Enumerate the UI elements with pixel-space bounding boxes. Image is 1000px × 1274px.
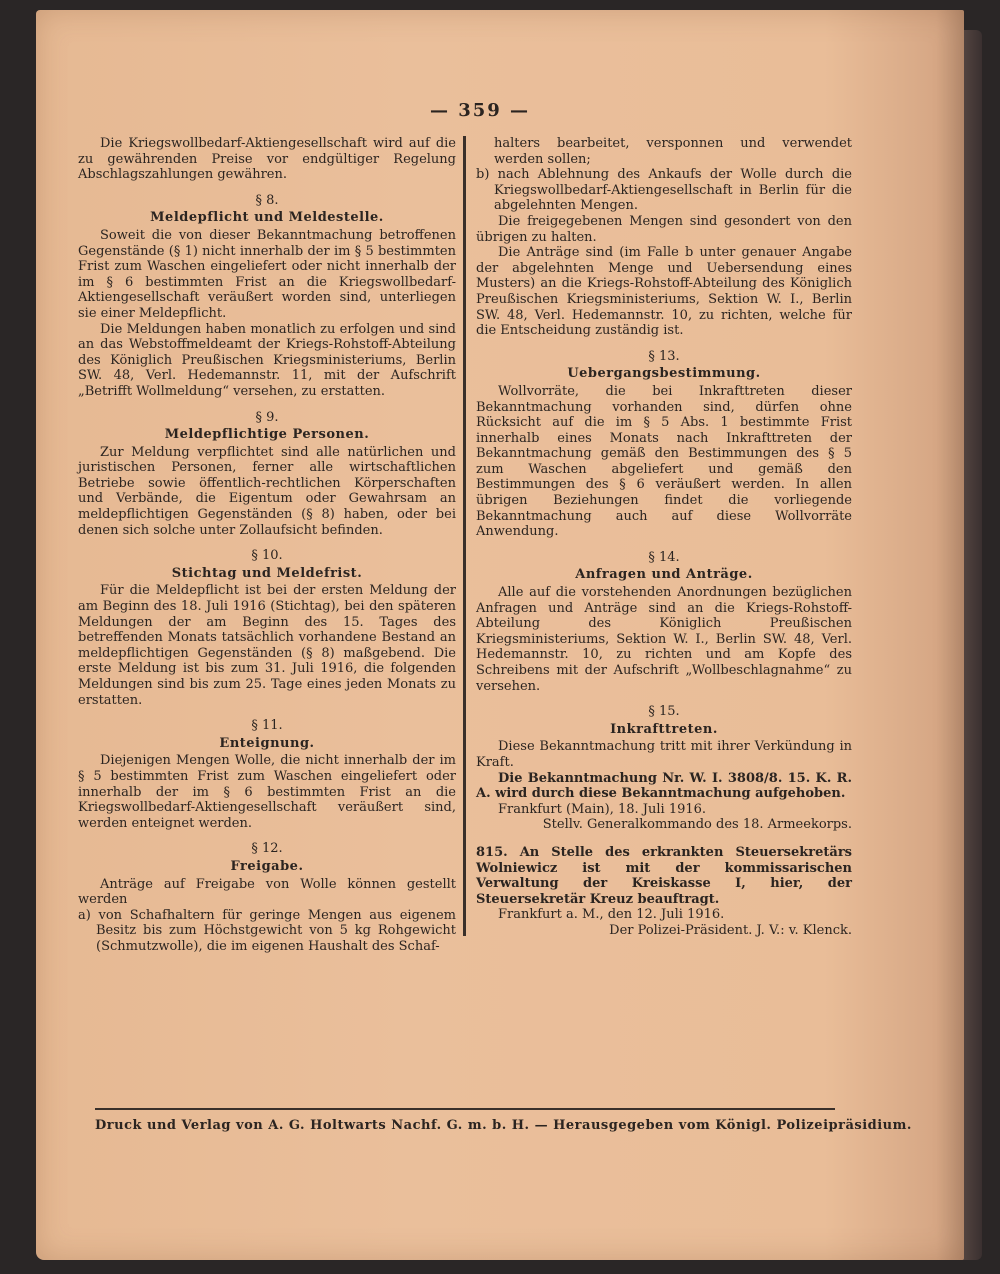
column-divider <box>463 136 466 936</box>
section-14-number: § 14. <box>648 549 680 565</box>
footer-rule <box>95 1108 835 1110</box>
section-15-date: Frankfurt (Main), 18. Juli 1916. <box>498 801 707 817</box>
section-15-number: § 15. <box>648 704 680 720</box>
section-10-paragraph: Für die Meldepflicht ist bei der ersten Meldung der am Beginn des 18. Juli 1916 (Stichtag), bei den späteren Meldungen der am Beginn des 15. Tages des betreffenden Monats tatsächlich vorhandene Bestand an meldepflichtigen Gegenständen (§ 8) maßgebend. Die erste Meldung ist bis zum 31. Juli 1916, die folgenden Meldungen sind bis zum 25. Tage eines jeden Monats zu erstatten. <box>78 583 456 708</box>
section-8-number: § 8. <box>255 192 279 208</box>
section-14-paragraph: Alle auf die vorstehenden Anordnungen bezüglichen Anfragen und Anträge sind an die Kriegs-Rohstoff-Abteilung des Königlich Preußischen Kriegsministeriums, Sektion W. I., Berlin SW. 48, Verl. Hedemannstr. 10, zu richten und am Kopfe des Schreibens mit der Aufschrift „Wollbeschlagnahme“ zu versehen. <box>476 585 852 694</box>
publisher-footer: Druck und Verlag von A. G. Holtwarts Nachf. G. m. b. H. — Herausgegeben vom Königl. Polizeipräsidium. <box>95 1118 912 1133</box>
section-12-item-b: b) nach Ablehnung des Ankaufs der Wolle durch die Kriegswollbedarf-Aktiengesellschaft in Berlin für die abgelehnten Mengen. <box>476 167 852 214</box>
section-11-paragraph: Diejenigen Mengen Wolle, die nicht innerhalb der im § 5 bestimmten Frist zum Waschen eingeliefert oder innerhalb der im § 6 bestimmten Frist an die Kriegswollbedarf-Aktiengesellschaft veräußert sind, werden enteignet werden. <box>78 753 456 831</box>
page-number: — 359 — <box>429 100 531 121</box>
section-14-title: Anfragen und Anträge. <box>575 567 753 583</box>
section-8-title: Meldepflicht und Meldestelle. <box>150 210 384 226</box>
section-15-title: Inkrafttreten. <box>610 721 718 737</box>
left-column <box>78 136 456 955</box>
section-12-paragraph-3: Die Anträge sind (im Falle b unter genauer Angabe der abgelehnten Menge und Uebersendung eines Musters) an die Kriegs-Rohstoff-Abteilung des Königlich Preußischen Kriegsministeriums, Sektion W. I., Berlin SW. 48, Verl. Hedemannstr. 10, zu richten, welche für die Entscheidung zuständig ist. <box>476 245 852 339</box>
section-15-paragraph-2: Die Bekanntmachung Nr. W. I. 3808/8. 15. K. R. A. wird durch diese Bekanntmachung aufgehoben. <box>476 770 852 802</box>
section-12-title: Freigabe. <box>230 858 304 874</box>
section-9-paragraph: Zur Meldung verpflichtet sind alle natürlichen und juristischen Personen, ferner alle wirtschaftlichen Betriebe sowie öffentlich-rechtlichen Körperschaften und Verbände, die Eigentum oder Gewahrsam an meldepflichtigen Gegenständen (§ 8) haben, oder bei denen sich solche unter Zollaufsicht befinden. <box>78 444 456 538</box>
section-13-paragraph: Wollvorräte, die bei Inkrafttreten dieser Bekanntmachung vorhanden sind, dürfen ohne Rücksicht auf die im § 5 Abs. 1 bestimmte Frist innerhalb eines Monats nach Inkrafttreten der Bekanntmachung gemäß den Bestimmungen des § 5 zum Waschen abgeliefert und gemäß den Bestimmungen des § 6 veräußert werden. In allen übrigen Beziehungen findet die vorliegende Bekanntmachung auch auf diese Wollvorräte Anwendung. <box>476 383 852 540</box>
section-15-signature: Stellv. Generalkommando des 18. Armeekorps. <box>542 817 852 833</box>
section-8-paragraph-2: Die Meldungen haben monatlich zu erfolgen und sind an das Webstoffmeldeamt der Kriegs-Rohstoff-Abteilung des Königlich Preußischen Kriegsministeriums, Berlin SW. 48, Verl. Hedemannstr. 11, mit der Aufschrift „Betrifft Wollmeldung“ versehen, zu erstatten. <box>78 321 456 399</box>
section-12-item-a-continued: halters bearbeitet, versponnen und verwendet werden sollen; <box>494 136 852 167</box>
section-12-item-a: a) von Schafhaltern für geringe Mengen aus eigenem Besitz bis zum Höchstgewicht von 5 kg Rohgewicht (Schmutzwolle), die im eigenen Haushalt des Schaf- <box>78 907 456 954</box>
section-11-number: § 11. <box>251 718 283 734</box>
notice-815: 815. An Stelle des erkrankten Steuersekretärs Wolniewicz ist mit der kommissarischen Verwaltung der Kreiskasse I, hier, der Steuersekretär Kreuz beauftragt. <box>476 844 852 907</box>
notice-815-signature: Der Polizei-Präsident. J. V.: v. Klenck. <box>609 922 852 938</box>
section-8-paragraph-1: Soweit die von dieser Bekanntmachung betroffenen Gegenstände (§ 1) nicht innerhalb der im § 5 bestimmten Frist zum Waschen eingeliefert oder nicht innerhalb der im § 6 bestimmten Frist an die Kriegswollbedarf-Aktiengesellschaft veräußert worden sind, unterliegen sie einer Meldepflicht. <box>78 227 456 321</box>
section-12-paragraph: Anträge auf Freigabe von Wolle können gestellt werden <box>78 876 456 908</box>
section-9-number: § 9. <box>255 409 279 425</box>
section-10-title: Stichtag und Meldefrist. <box>171 565 363 581</box>
intro-paragraph: Die Kriegswollbedarf-Aktiengesellschaft wird auf die zu gewährenden Preise vor endgültiger Regelung Abschlagszahlungen gewähren. <box>78 136 456 183</box>
section-10-number: § 10. <box>251 548 283 564</box>
section-12-number: § 12. <box>251 841 283 857</box>
notice-815-date: Frankfurt a. M., den 12. Juli 1916. <box>498 907 725 923</box>
section-13-title: Uebergangsbestimmung. <box>567 366 761 382</box>
section-13-number: § 13. <box>648 348 680 364</box>
section-12-paragraph-2: Die freigegebenen Mengen sind gesondert von den übrigen zu halten. <box>476 213 852 245</box>
section-9-title: Meldepflichtige Personen. <box>164 427 370 443</box>
section-15-paragraph-1: Diese Bekanntmachung tritt mit ihrer Verkündung in Kraft. <box>476 739 852 770</box>
section-11-title: Enteignung. <box>219 735 315 751</box>
right-column <box>476 136 852 939</box>
